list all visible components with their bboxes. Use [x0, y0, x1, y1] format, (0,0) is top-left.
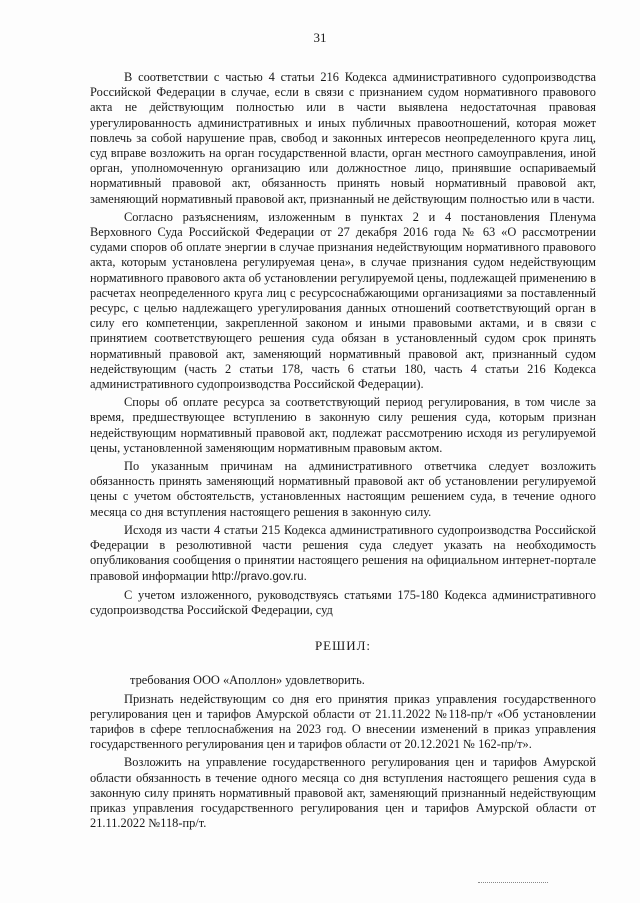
scan-artifact	[478, 882, 548, 884]
decision-item-satisfy: требования ООО «Аполлон» удовлетворить.	[130, 673, 365, 688]
decision-item-oblige: Возложить на управление государственного регулирования цен и тарифов Амурской области обязанность в течение одного месяца со дня вступления настоящего решения суда в законную силу принять нормативный правовой акт, заменяющий признанный недействующим приказ управления государственного регулирования цен и тарифов Амурской области от 21.11.2022 №118-пр/т.	[90, 755, 596, 831]
publication-url: http://pravo.gov.ru.	[211, 570, 307, 583]
paragraph-publication	[90, 523, 596, 585]
paragraph-publication-text: Исходя из части 4 статьи 215 Кодекса административного судопроизводства Российской Федерации в резолютивной части решения суда следует указать на необходимость опубликования сообщения о принятии настоящего решения на официальном интернет-портале правовой информации	[90, 522, 596, 583]
paragraph-guided-by: С учетом изложенного, руководствуясь статьями 175-180 Кодекса административного судопроизводства Российской Федерации, суд	[90, 587, 596, 617]
paragraph-article-216: В соответствии с частью 4 статьи 216 Кодекса административного судопроизводства Российской Федерации в случае, если в связи с признанием судом нормативного правового акта не действующим полностью или в части выявлена недостаточная правовая урегулированность административных и иных публичных правоотношений, которая может повлечь за собой нарушение прав, свобод и законных интересов неопределенного круга лиц, суд вправе возложить на орган государственной власти, орган местного самоуправления, иной орган, уполномоченную организацию или должностное лицо, принявшие оспариваемый нормативный правовой акт, обязанность принять новый нормативный правовой акт, заменяющий нормативный правовой акт, признанный не действующим полностью или в части.	[90, 70, 596, 206]
paragraph-plenum-clarification: Согласно разъяснениям, изложенным в пунктах 2 и 4 постановления Пленума Верховного Суда Российской Федерации от 27 декабря 2016 года № 63 «О рассмотрении судами споров об оплате энергии в случае признания недействующим нормативного правового акта, которым установлена регулируемая цена», в случае признания судом недействующим нормативного правового акта об установлении регулируемой цены, подлежащей применению в расчетах неопределенного круга лиц с ресурсоснабжающими организациями за поставленный ресурс, с целью надлежащего урегулирования данных отношений соответствующий орган в силу его компетенции, закрепленной законом и иными правовыми актами, и в связи с принятием соответствующего решения суда обязан в установленный судом срок принять нормативный правовой акт, заменяющий нормативный правовой акт, признанный судом недействующим (часть 2 статьи 178, часть 6 статьи 180, часть 4 статьи 216 Кодекса административного судопроизводства Российской Федерации).	[90, 209, 596, 392]
paragraph-payment-disputes: Споры об оплате ресурса за соответствующий период регулирования, в том числе за время, предшествующее вступлению в законную силу решения суда, которым признан недействующим нормативный правовой акт, подлежат рассмотрению исходя из регулируемой цены, установленной заменяющим нормативным правовым актом.	[90, 395, 596, 455]
paragraph-obligation: По указанным причинам на административного ответчика следует возложить обязанность принять заменяющий нормативный правовой акт об установлении регулируемой цены с учетом обстоятельств, установленных настоящим решением суда, в течение одного месяца со дня вступления настоящего решения в законную силу.	[90, 459, 596, 519]
page-number: 31	[313, 30, 327, 45]
document-body	[90, 70, 596, 834]
decision-heading: РЕШИЛ:	[314, 638, 372, 654]
decision-item-invalidate: Признать недействующим со дня его принятия приказ управления государственного регулирования цен и тарифов Амурской области от 21.11.2022 №118-пр/т «Об установлении тарифов в сфере теплоснабжения на 2023 год. О внесении изменений в приказ управления государственного регулирования цен и тарифов области от 20.12.2021 № 162-пр/т».	[90, 691, 596, 752]
